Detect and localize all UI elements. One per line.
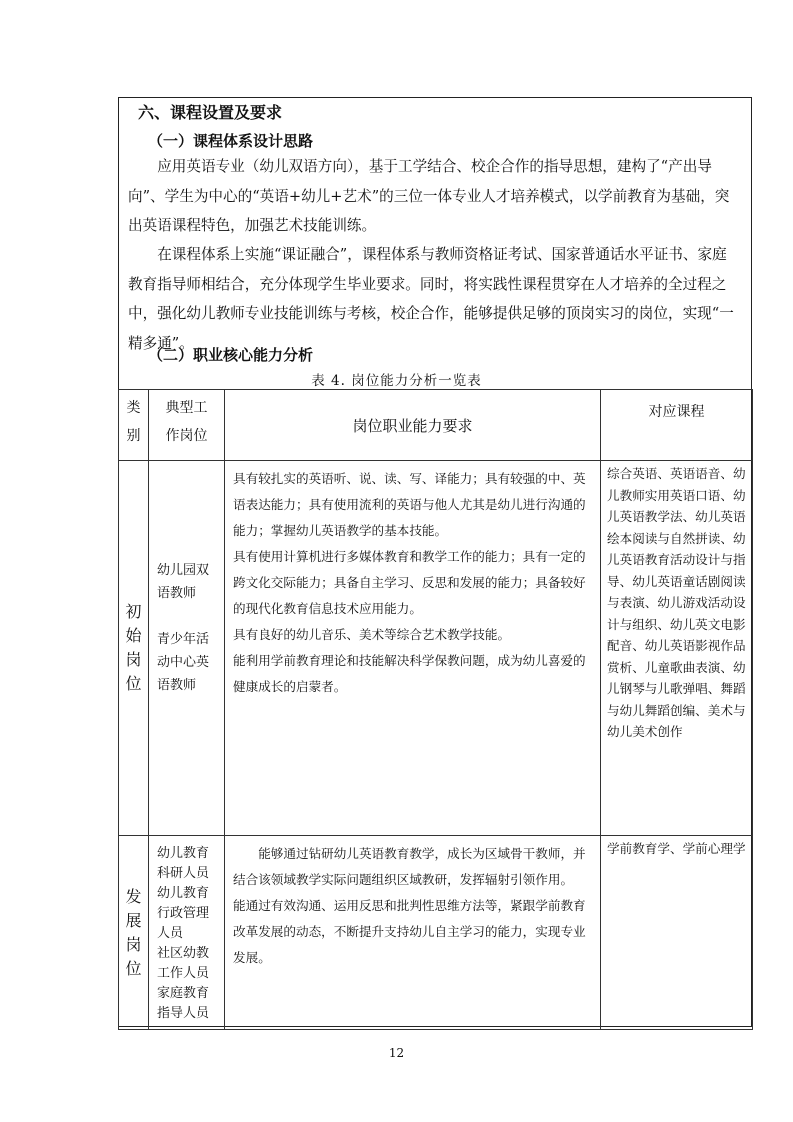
requirement-item: 具有较扎实的英语听、说、读、写、译能力；具有较强的中、英语表达能力；具有使用流利的英语与他人尤其是幼儿进行沟通的能力；掌握幼儿英语教学的基本技能。 [233,471,586,538]
row-category [119,461,149,836]
header-category-line-1: 类 [126,400,141,416]
category-char: 发 [125,886,142,906]
row-category [119,836,149,1030]
category-char: 岗 [125,650,142,669]
header-requirement: 岗位职业能力要求 [225,390,601,461]
category-char: 位 [125,674,142,693]
table-header-row [119,390,753,461]
requirement-item: 能利用学前教育理论和技能解决科学保教问题，成为幼儿喜爱的健康成长的启蒙者。 [233,653,586,694]
requirement-item: 具有使用计算机进行多媒体教育和教学工作的能力；具有一定的跨文化交际能力；具备自主学习、反思和发展的能力；具备较好的现代化教育信息技术应用能力。 [233,549,586,616]
section-title: 六、课程设置及要求 [138,103,283,122]
table-row [119,836,753,1030]
subsection-title-1: （一）课程体系设计思路 [148,132,314,150]
header-job-line-1: 典型工 [165,400,208,416]
row-jobs: 幼儿园双语教师 青少年活动中心英语教师 [149,461,225,836]
row-requirements [225,836,601,1030]
row-requirements [225,461,601,836]
header-job-line-2: 作岗位 [165,428,208,444]
category-char: 始 [125,626,142,645]
row-jobs: 幼儿教育科研人员 幼儿教育行政管理人员 社区幼教工作人员 家庭教育指导人员 [149,836,225,1030]
row-courses: 综合英语、英语语音、幼儿教师实用英语口语、幼儿英语教学法、幼儿英语绘本阅读与自然拼读、幼儿英语教育活动设计与指导、幼儿英语童话剧阅读与表演、幼儿游戏活动设计与组织、幼儿英文电影配音、幼儿英语影视作品赏析、儿童歌曲表演、幼儿钢琴与儿歌弹唱、舞蹈与幼儿舞蹈创编、美术与幼儿美术创作 [601,461,753,836]
requirement-item: 能通过有效沟通、运用反思和批判性思维方法等，紧跟学前教育改革发展的动态，不断提升支持幼儿自主学习的能力，实现专业发展。 [233,898,586,965]
job-ability-table [118,389,753,1030]
requirement-item: 具有良好的幼儿音乐、美术等综合艺术教学技能。 [233,627,511,642]
row-courses: 学前教育学、学前心理学 [601,836,753,1030]
table-caption: 表 4. 岗位能力分析一览表 [311,373,482,389]
header-category [119,390,149,461]
category-char: 展 [125,910,142,930]
category-char: 岗 [125,934,142,954]
header-courses: 对应课程 [601,390,753,461]
requirement-item: 能够通过钻研幼儿英语教育教学，成长为区域骨干教师，并结合该领域教学实际问题组织区域教研，发挥辐射引领作用。 [233,846,586,887]
paragraph-2: 在课程体系上实施“课证融合”，课程体系与教师资格证考试、国家普通话水平证书、家庭教育指导师相结合，充分体现学生毕业要求。同时，将实践性课程贯穿在人才培养的全过程之中，强化幼儿教师专业技能训练与考核，校企合作，能够提供足够的顶岗实习的岗位，实现“一精多通”。 [128,246,734,352]
page-number: 12 [388,1046,405,1060]
header-category-line-2: 别 [126,428,141,444]
subsection-title-2: （二）职业核心能力分析 [148,346,314,364]
category-char: 初 [125,602,142,621]
paragraph-1: 应用英语专业（幼儿双语方向），基于工学结合、校企合作的指导思想，建构了“产出导向”、学生为中心的“英语+幼儿+艺术”的三位一体专业人才培养模式，以学前教育为基础，突出英语课程特色，加强艺术技能训练。 [128,158,730,234]
header-job [149,390,225,461]
table-row [119,461,753,836]
category-char: 位 [125,958,142,978]
